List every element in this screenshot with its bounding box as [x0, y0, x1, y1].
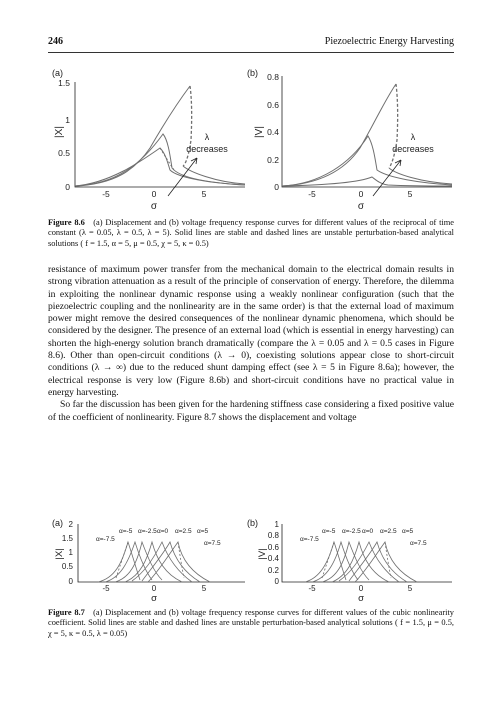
axis-text: 0.6 — [267, 543, 279, 552]
axis-text: -5 — [308, 189, 316, 199]
axis-text: α=-2.5 — [138, 528, 157, 535]
axis-text: α=-5 — [119, 528, 133, 535]
axis-text: decreases — [392, 144, 434, 154]
fig86-panel-b — [247, 68, 452, 212]
axis-text: 0.5 — [58, 148, 70, 158]
axis-text: 5 — [201, 584, 207, 593]
axis-text: 0.8 — [267, 72, 279, 82]
axis-text: -5 — [102, 584, 110, 593]
axis-text: 0 — [65, 182, 70, 192]
axis-text: 1.5 — [61, 534, 73, 543]
paragraph: So far the discussion has been given for the hardening stiffness case considering a fixed positive value of the coefficient of nonlinearity. Figure 8.7 shows the displacement and voltage — [48, 399, 454, 423]
fig87-panel-b — [247, 518, 452, 604]
panel-label: (a) — [52, 68, 63, 78]
axis-text: 0 — [68, 577, 73, 586]
axis-text: 2 — [68, 520, 73, 529]
y-axis-label: |V| — [254, 126, 265, 138]
axis-text: 1 — [65, 115, 70, 125]
panel-label: (b) — [247, 68, 258, 78]
axis-text: 0.2 — [267, 566, 279, 575]
axis-text: 0.6 — [267, 100, 279, 110]
axis-text: α=2.5 — [380, 528, 397, 535]
axis-text: 0.8 — [267, 531, 279, 540]
figure-8-7 — [0, 508, 500, 603]
page-header — [48, 36, 454, 50]
paragraph: resistance of maximum power transfer from the mechanical domain to the electrical domain results in strong vibration attenuation as a result of the principle of conservation of energy. Therefore, the dilemma in exploiting the nonlinear dynamic response using a weakly nonlinear configuration (such that the piezoelectric coupling and the nonlinearity are in the same order) is that the external load of maximum power might remove the desired consequences of the nonlinear dynamic phenomena, which should be considered by the designer. The presence of an external load (which is essential in energy harvesting) can shorten the high-energy solution branch dramatically (compare the λ = 0.05 and λ = 0.5 cases in Figure 8.6). Other than open-circuit conditions (λ → 0), coexisting solutions appear close to short-circuit conditions (λ → ∞) due to the reduced shunt damping effect (see λ = 5 in Figure 8.6a); however, the electrical response is very low (Figure 8.6b) and short-circuit conditions have no practical value in energy harvesting. — [48, 264, 454, 398]
axis-text: 5 — [407, 189, 413, 199]
y-axis-label: |X| — [54, 126, 65, 138]
x-axis-label: σ — [150, 201, 158, 212]
axis-text: α=5 — [402, 528, 414, 535]
axis-text: α=5 — [197, 528, 209, 535]
figure-8-7-caption — [48, 608, 454, 639]
axis-text: 0.4 — [267, 554, 279, 563]
running-title: Piezoelectric Energy Harvesting — [324, 36, 454, 47]
x-axis-label: σ — [358, 593, 364, 604]
axis-text: decreases — [186, 144, 228, 154]
axis-text: 1 — [68, 548, 73, 557]
x-axis-label: σ — [357, 201, 365, 212]
axis-text: -5 — [102, 189, 110, 199]
caption-text: (a) Displacement and (b) voltage frequency response curves for different values of the cubic nonlinearity coefficient. Solid lines are stable and dashed lines are unstable perturbation-based analytical solutions ( f = 1.5, μ = 0.5, χ = 5, κ = 0.5, λ = 0.05) — [48, 608, 454, 638]
axis-text: 1 — [274, 520, 279, 529]
panel-label: (a) — [52, 518, 63, 528]
page-number: 246 — [48, 36, 63, 47]
axis-text: λ — [410, 132, 416, 142]
panel-label: (b) — [247, 518, 258, 528]
axis-text: 0 — [151, 189, 157, 199]
axis-text: α=2.5 — [175, 528, 192, 535]
fig87-panel-a — [52, 518, 245, 604]
axis-text: 5 — [407, 584, 413, 593]
body-text — [48, 264, 454, 424]
axis-text: 0.5 — [61, 562, 73, 571]
caption-text: (a) Displacement and (b) voltage frequency response curves for different values of the reciprocal of time constant (λ = 0.05, λ = 0.5, λ = 5). Solid lines are stable and dashed lines are unstable perturbation-based analytical solutions ( f = 1.5, α = 5, μ = 0.5, χ = 5, κ = 0.5) — [48, 218, 455, 248]
header-rule — [48, 52, 454, 53]
axis-text: α=7.5 — [410, 540, 427, 547]
axis-text: 0.2 — [267, 155, 279, 165]
caption-label: Figure 8.6 — [48, 218, 85, 227]
axis-text: -5 — [308, 584, 316, 593]
figure-8-6-caption — [48, 218, 454, 249]
axis-text: α=-5 — [322, 528, 336, 535]
axis-text: λ — [204, 132, 210, 142]
axis-text: α=0 — [362, 528, 374, 535]
y-axis-label: |X| — [54, 548, 65, 560]
axis-text: α=0 — [157, 528, 169, 535]
fig86-panel-a — [52, 68, 245, 212]
axis-text: α=-7.5 — [96, 536, 115, 543]
axis-text: 0 — [358, 189, 364, 199]
x-axis-label: σ — [151, 593, 157, 604]
y-axis-label: |V| — [257, 548, 268, 560]
axis-text: α=-2.5 — [342, 528, 361, 535]
axis-text: 5 — [201, 189, 207, 199]
axis-text: 0.4 — [267, 127, 279, 137]
axis-text: 1.5 — [58, 78, 70, 88]
axis-text: 0 — [274, 182, 279, 192]
figure-8-6 — [0, 60, 500, 210]
axis-text: α=7.5 — [204, 540, 221, 547]
axis-text: 0 — [274, 577, 279, 586]
axis-text: α=-7.5 — [300, 536, 319, 543]
axis-text: 0 — [358, 584, 364, 593]
caption-label: Figure 8.7 — [48, 608, 85, 617]
axis-text: 0 — [151, 584, 157, 593]
